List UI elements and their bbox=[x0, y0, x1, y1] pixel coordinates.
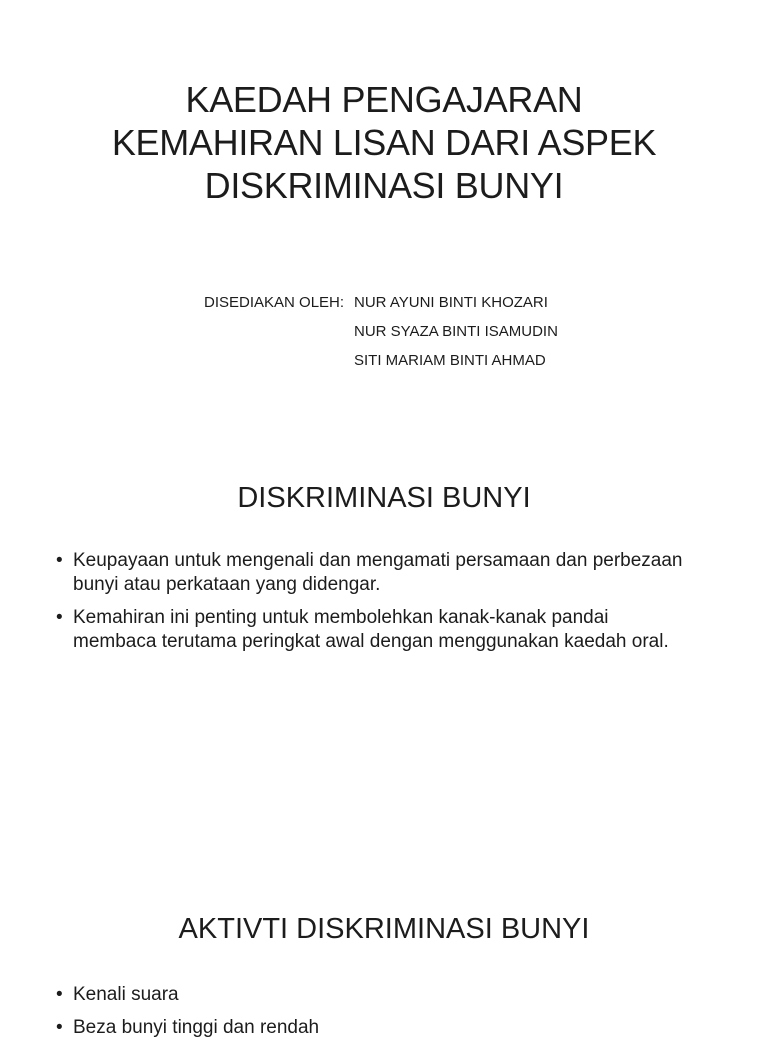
presentation-title bbox=[40, 78, 728, 207]
prepared-by-label: DISEDIAKAN OLEH: bbox=[204, 294, 345, 311]
definition-slide bbox=[0, 432, 768, 864]
bullet-list bbox=[56, 983, 696, 1049]
prepared-by-block bbox=[204, 288, 558, 375]
bullet-text: Keupayaan untuk mengenali dan mengamati persamaan dan perbezaan bunyi atau perkataan yang didengar. bbox=[73, 550, 683, 595]
bullet-text: Kemahiran ini penting untuk membolehkan kanak-kanak pandai membaca terutama peringkat awal dengan menggunakan kaedah oral. bbox=[73, 607, 669, 652]
author-name: NUR AYUNI BINTI KHOZARI bbox=[354, 294, 548, 311]
prepared-by-row bbox=[204, 346, 558, 375]
bullet-item bbox=[56, 983, 696, 1007]
slide-heading: DISKRIMINASI BUNYI bbox=[237, 482, 531, 514]
bullet-text: Kenali suara bbox=[73, 984, 179, 1005]
prepared-by-row bbox=[204, 317, 558, 346]
bullet-icon: • bbox=[56, 984, 63, 1005]
author-name: SITI MARIAM BINTI AHMAD bbox=[354, 352, 546, 369]
bullet-item bbox=[56, 606, 696, 654]
prepared-by-row bbox=[204, 288, 558, 317]
bullet-item bbox=[56, 1016, 696, 1040]
title-line: KEMAHIRAN LISAN DARI ASPEK bbox=[111, 122, 657, 163]
author-name: NUR SYAZA BINTI ISAMUDIN bbox=[354, 323, 558, 340]
bullet-icon: • bbox=[56, 607, 63, 628]
bullet-list bbox=[56, 549, 696, 663]
title-line: KAEDAH PENGAJARAN bbox=[185, 79, 583, 120]
title-line: DISKRIMINASI BUNYI bbox=[204, 165, 564, 206]
bullet-text: Beza bunyi tinggi dan rendah bbox=[73, 1017, 320, 1038]
title-slide bbox=[0, 0, 768, 432]
slide-heading: AKTIVTI DISKRIMINASI BUNYI bbox=[178, 913, 590, 945]
activity-slide bbox=[0, 864, 768, 1038]
bullet-item bbox=[56, 549, 696, 597]
bullet-icon: • bbox=[56, 550, 63, 571]
bullet-icon: • bbox=[56, 1017, 63, 1038]
